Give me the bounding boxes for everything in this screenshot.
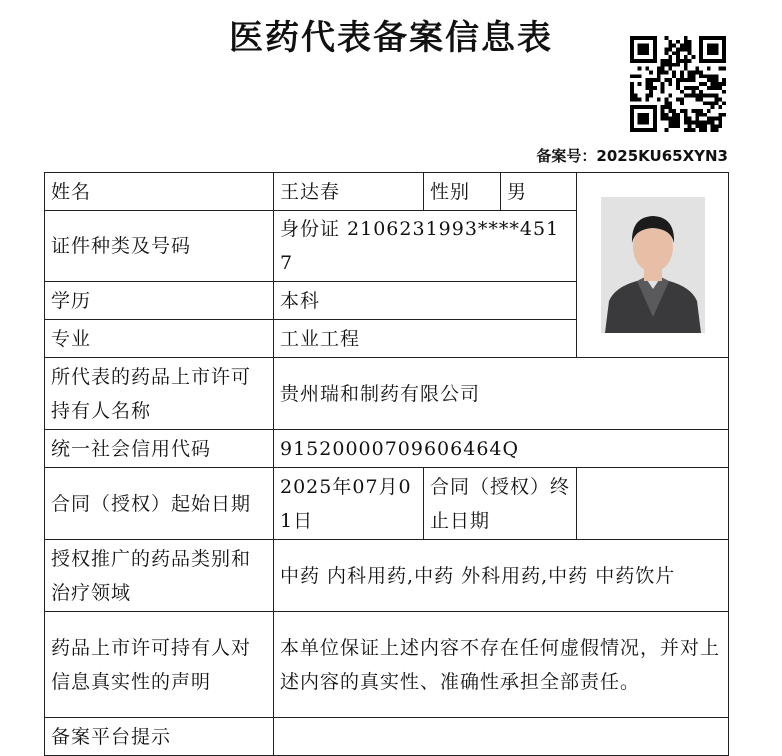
form-title: 医药代表备案信息表 (229, 18, 553, 58)
education-label: 学历 (45, 282, 274, 320)
record-number: 备案号：2025KU65XYN3 (536, 147, 728, 165)
id-label: 证件种类及号码 (45, 211, 274, 282)
gender-label: 性别 (424, 173, 501, 211)
name-value: 王达春 (274, 173, 424, 211)
platform-tip-value (274, 718, 729, 756)
info-table (44, 172, 729, 756)
platform-tip-label: 备案平台提示 (45, 718, 274, 756)
gender-value: 男 (501, 173, 577, 211)
avatar (601, 197, 705, 333)
credit-code-value: 91520000709606464Q (274, 430, 729, 468)
scope-value: 中药 内科用药,中药 外科用药,中药 中药饮片 (274, 540, 729, 612)
start-date-label: 合同（授权）起始日期 (45, 468, 274, 540)
start-date-value: 2025年07月01日 (274, 468, 424, 540)
education-value: 本科 (274, 282, 577, 320)
credit-code-label: 统一社会信用代码 (45, 430, 274, 468)
end-date-label: 合同（授权）终止日期 (424, 468, 577, 540)
photo-cell (577, 173, 729, 358)
statement-label: 药品上市许可持有人对信息真实性的声明 (45, 612, 274, 718)
major-label: 专业 (45, 320, 274, 358)
holder-label: 所代表的药品上市许可持有人名称 (45, 358, 274, 430)
holder-value: 贵州瑞和制药有限公司 (274, 358, 729, 430)
id-value: 身份证 2106231993****4517 (274, 211, 577, 282)
end-date-value (577, 468, 729, 540)
name-label: 姓名 (45, 173, 274, 211)
statement-value: 本单位保证上述内容不存在任何虚假情况，并对上述内容的真实性、准确性承担全部责任。 (274, 612, 729, 718)
qr-code[interactable] (630, 36, 726, 132)
scope-label: 授权推广的药品类别和治疗领域 (45, 540, 274, 612)
major-value: 工业工程 (274, 320, 577, 358)
